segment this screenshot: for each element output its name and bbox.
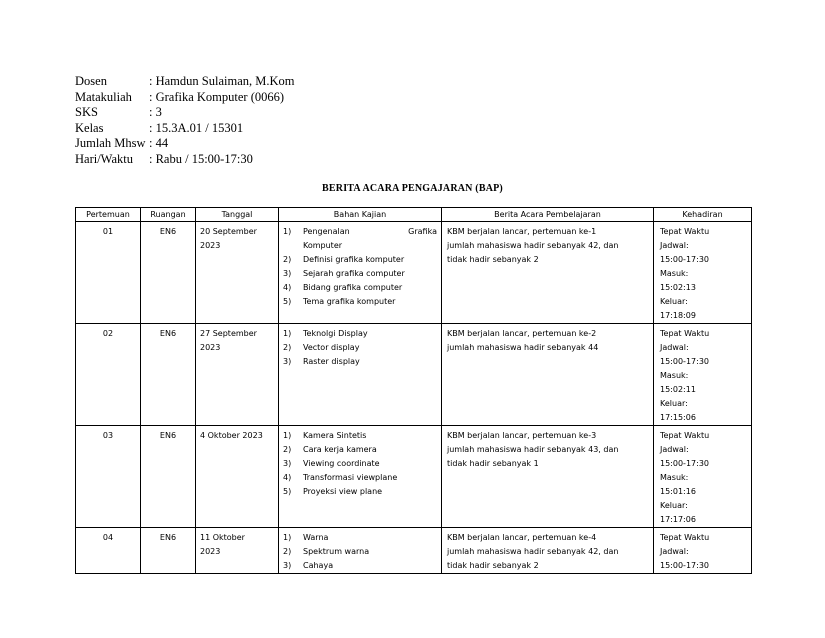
info-value: : 15.3A.01 / 15301: [149, 120, 244, 135]
cell-berita-acara-line: KBM berjalan lancar, pertemuan ke-4: [447, 533, 597, 542]
table-row: [76, 528, 752, 574]
cell-berita-acara-line: KBM berjalan lancar, pertemuan ke-3: [447, 431, 597, 440]
col-header-ruangan: Ruangan: [141, 208, 196, 222]
cell-berita-acara-line: tidak hadir sebanyak 1: [447, 459, 539, 468]
cell-ruangan: EN6: [141, 324, 196, 426]
info-value: : Rabu / 15:00-17:30: [149, 151, 253, 166]
cell-kehadiran-line: Tepat Waktu: [660, 329, 710, 338]
col-header-berita-acara: Berita Acara Pembelajaran: [442, 208, 654, 222]
cell-ruangan: EN6: [141, 222, 196, 324]
cell-kehadiran-line: Keluar:: [660, 297, 688, 306]
cell-pertemuan: 01: [76, 222, 141, 324]
bahan-item-number: 4): [283, 283, 292, 292]
bahan-item-text: Transformasi viewplane: [303, 473, 398, 482]
bahan-item-text: Raster display: [303, 357, 360, 366]
cell-berita-acara-line: tidak hadir sebanyak 2: [447, 255, 539, 264]
cell-kehadiran-line: Jadwal:: [660, 241, 689, 250]
bahan-list-item: [283, 429, 437, 443]
cell-tanggal-line: 2023: [200, 241, 221, 250]
cell-kehadiran: [654, 222, 752, 324]
bahan-item-number: 1): [283, 227, 292, 236]
cell-berita-acara-line: jumlah mahasiswa hadir sebanyak 42, dan: [447, 547, 619, 556]
bahan-item-number: 3): [283, 561, 292, 570]
cell-kehadiran-line: 15:02:11: [660, 385, 696, 394]
bahan-item-text: Pengenalan Grafika: [303, 227, 437, 236]
cell-kehadiran-line: Jadwal:: [660, 547, 689, 556]
bahan-item-number: 4): [283, 473, 292, 482]
info-row-matakuliah: [75, 90, 294, 106]
bahan-list-item: [283, 253, 437, 267]
bahan-item-number: 2): [283, 255, 292, 264]
bahan-list-item: [283, 355, 437, 369]
bahan-item-number: 1): [283, 533, 292, 542]
bahan-item-text: Cara kerja kamera: [303, 445, 377, 454]
table-row: [76, 222, 752, 324]
bahan-list-item: [283, 545, 437, 559]
cell-kehadiran: [654, 528, 752, 574]
cell-pertemuan: 03: [76, 426, 141, 528]
bahan-list-item: [283, 239, 437, 253]
cell-tanggal: [196, 324, 279, 426]
cell-bahan-kajian: [279, 222, 442, 324]
cell-kehadiran-line: 15:00-17:30: [660, 561, 709, 570]
info-value: : Grafika Komputer (0066): [149, 89, 285, 104]
bahan-item-text: Spektrum warna: [303, 547, 370, 556]
info-row-kelas: [75, 121, 294, 137]
bahan-list-item: [283, 225, 437, 239]
cell-berita-acara: [442, 528, 654, 574]
bahan-list-item: [283, 341, 437, 355]
bahan-item-text: Komputer: [303, 241, 343, 250]
info-value: : 3: [149, 105, 162, 120]
table-row: [76, 426, 752, 528]
bahan-item-number: 2): [283, 445, 292, 454]
bahan-item-text: Bidang grafika computer: [303, 283, 403, 292]
bahan-item-number: 1): [283, 431, 292, 440]
cell-tanggal-line: 20 September: [200, 227, 257, 236]
cell-kehadiran-line: 17:17:06: [660, 515, 696, 524]
table-body: [76, 222, 752, 574]
cell-tanggal-line: 27 September: [200, 329, 257, 338]
bahan-item-text: Sejarah grafika computer: [303, 269, 405, 278]
info-value: : Hamdun Sulaiman, M.Kom: [149, 74, 295, 88]
table-row: [76, 324, 752, 426]
cell-berita-acara: [442, 426, 654, 528]
cell-berita-acara-line: KBM berjalan lancar, pertemuan ke-1: [447, 227, 597, 236]
cell-kehadiran-line: 15:01:16: [660, 487, 696, 496]
cell-tanggal-line: 2023: [200, 343, 221, 352]
cell-kehadiran-line: 17:18:09: [660, 311, 696, 320]
bap-table: [75, 207, 752, 574]
cell-pertemuan: 02: [76, 324, 141, 426]
cell-kehadiran-line: Keluar:: [660, 501, 688, 510]
cell-kehadiran-line: Masuk:: [660, 371, 689, 380]
cell-berita-acara-line: tidak hadir sebanyak 2: [447, 561, 539, 570]
cell-kehadiran-line: Masuk:: [660, 269, 689, 278]
cell-pertemuan: 04: [76, 528, 141, 574]
info-label: Dosen: [75, 74, 107, 88]
col-header-bahan-kajian: Bahan Kajian: [279, 208, 442, 222]
bahan-item-number: 2): [283, 343, 292, 352]
cell-kehadiran-line: Jadwal:: [660, 343, 689, 352]
info-label: Hari/Waktu: [75, 151, 134, 166]
cell-berita-acara-line: KBM berjalan lancar, pertemuan ke-2: [447, 329, 597, 338]
cell-kehadiran-line: 15:02:13: [660, 283, 696, 292]
bahan-item-text: Cahaya: [303, 561, 334, 570]
bahan-item-number: 1): [283, 329, 292, 338]
cell-kehadiran-line: Tepat Waktu: [660, 227, 710, 236]
cell-tanggal-line: 4 Oktober 2023: [200, 431, 263, 440]
cell-berita-acara: [442, 222, 654, 324]
bahan-list-item: [283, 559, 437, 573]
cell-berita-acara-line: jumlah mahasiswa hadir sebanyak 43, dan: [447, 445, 619, 454]
cell-berita-acara-line: jumlah mahasiswa hadir sebanyak 44: [447, 343, 599, 352]
cell-kehadiran-line: Jadwal:: [660, 445, 689, 454]
cell-kehadiran-line: Keluar:: [660, 399, 688, 408]
info-label: Kelas: [75, 120, 104, 135]
cell-tanggal: [196, 426, 279, 528]
bahan-list-item: [283, 531, 437, 545]
cell-kehadiran-line: 15:00-17:30: [660, 357, 709, 366]
bahan-item-number: 3): [283, 357, 292, 366]
col-header-tanggal: Tanggal: [196, 208, 279, 222]
bahan-list-item: [283, 471, 437, 485]
cell-berita-acara: [442, 324, 654, 426]
cell-tanggal: [196, 528, 279, 574]
info-label: Matakuliah: [75, 89, 132, 104]
cell-tanggal: [196, 222, 279, 324]
cell-bahan-kajian: [279, 324, 442, 426]
info-row-jumlah-mhsw: [75, 136, 294, 152]
cell-ruangan: EN6: [141, 426, 196, 528]
bahan-list-item: [283, 327, 437, 341]
info-label: Jumlah Mhsw: [75, 136, 146, 151]
cell-kehadiran: [654, 426, 752, 528]
bahan-list-item: [283, 443, 437, 457]
bahan-item-number: 2): [283, 547, 292, 556]
bahan-item-number: 3): [283, 269, 292, 278]
bahan-item-number: 5): [283, 297, 292, 306]
cell-kehadiran-line: Masuk:: [660, 473, 689, 482]
cell-bahan-kajian: [279, 426, 442, 528]
bahan-item-number: 5): [283, 487, 292, 496]
bahan-item-text: Viewing coordinate: [303, 459, 380, 468]
bahan-item-text: Teknolgi Display: [303, 329, 368, 338]
course-info: [75, 74, 294, 168]
info-row-dosen: [75, 74, 294, 90]
cell-berita-acara-line: jumlah mahasiswa hadir sebanyak 42, dan: [447, 241, 619, 250]
col-header-kehadiran: Kehadiran: [654, 208, 752, 222]
bahan-item-text: Warna: [303, 533, 329, 542]
cell-kehadiran-line: 15:00-17:30: [660, 255, 709, 264]
bahan-item-text: Vector display: [303, 343, 360, 352]
bahan-item-text: Tema grafika komputer: [303, 297, 396, 306]
bahan-item-text: Kamera Sintetis: [303, 431, 367, 440]
cell-kehadiran-line: Tepat Waktu: [660, 431, 710, 440]
table-header-row: [76, 208, 752, 222]
col-header-pertemuan: Pertemuan: [76, 208, 141, 222]
bahan-list-item: [283, 281, 437, 295]
bahan-item-text: Definisi grafika komputer: [303, 255, 405, 264]
info-value: : 44: [149, 136, 169, 151]
bahan-item-number: [283, 239, 303, 253]
bahan-item-number: 3): [283, 459, 292, 468]
cell-tanggal-line: 11 Oktober: [200, 533, 245, 542]
cell-bahan-kajian: [279, 528, 442, 574]
bahan-list-item: [283, 295, 437, 309]
cell-ruangan: EN6: [141, 528, 196, 574]
bahan-list-item: [283, 267, 437, 281]
info-label: SKS: [75, 105, 98, 120]
cell-kehadiran-line: 15:00-17:30: [660, 459, 709, 468]
cell-kehadiran: [654, 324, 752, 426]
info-row-hari-waktu: [75, 152, 294, 168]
info-row-sks: [75, 105, 294, 121]
bahan-item-text: Proyeksi view plane: [303, 487, 383, 496]
bahan-list-item: [283, 485, 437, 499]
cell-tanggal-line: 2023: [200, 547, 221, 556]
bahan-list-item: [283, 457, 437, 471]
document-title: BERITA ACARA PENGAJARAN (BAP): [322, 183, 503, 194]
cell-kehadiran-line: 17:15:06: [660, 413, 696, 422]
cell-kehadiran-line: Tepat Waktu: [660, 533, 710, 542]
